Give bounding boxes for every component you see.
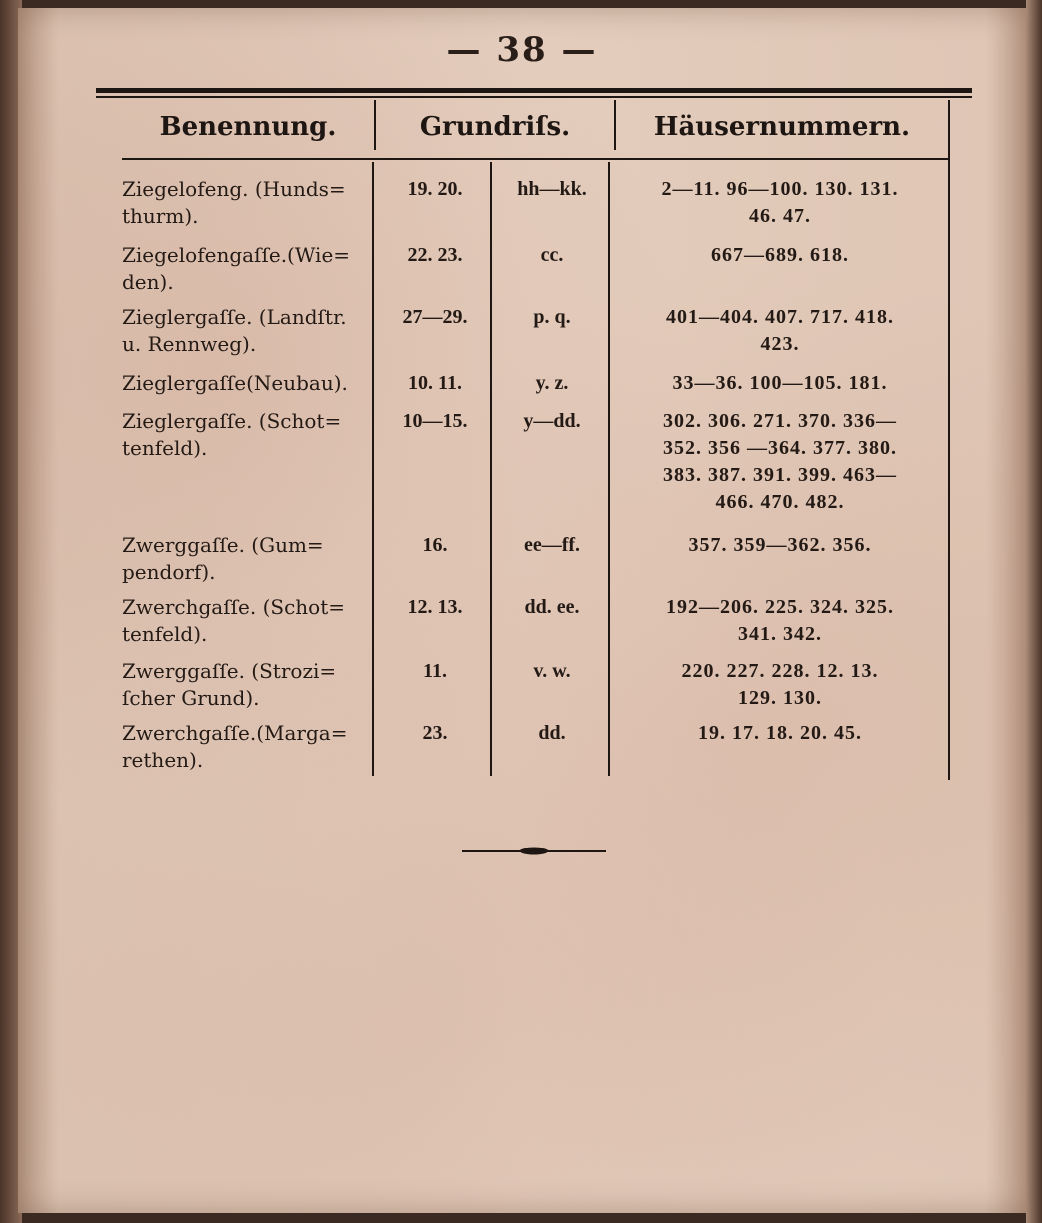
street-name-line: ſcher Grund). <box>122 686 260 710</box>
street-name-line: u. Rennweg). <box>122 332 257 356</box>
plan-sheet: 23. <box>422 722 448 744</box>
page-edge <box>1026 0 1042 1223</box>
street-name-line: Zwerchgaſſe. (Schot= <box>122 595 345 619</box>
street-name <box>122 304 374 358</box>
house-numbers-line: 667—689. 618. <box>711 244 849 266</box>
house-numbers-line: 129. 130. <box>738 687 822 709</box>
street-name-line: den). <box>122 270 174 294</box>
street-name <box>122 370 374 397</box>
street-name-line: Zwerchgaſſe.(Marga= <box>122 721 348 745</box>
house-numbers-line: 46. 47. <box>749 205 811 227</box>
street-name <box>122 658 374 712</box>
table-right-border <box>948 100 950 780</box>
plan-sheet: 16. <box>422 534 448 556</box>
plan-sheet: 10. 11. <box>408 372 462 394</box>
street-name <box>122 532 374 586</box>
street-name-line: Zwerggaſſe. (Gum= <box>122 533 324 557</box>
grid-reference: dd. <box>538 722 566 744</box>
grid-reference: y. z. <box>535 372 569 394</box>
house-numbers-line: 383. 387. 391. 399. 463— <box>663 464 897 486</box>
house-numbers-line: 2—11. 96—100. 130. 131. <box>661 178 899 200</box>
house-numbers <box>612 658 948 712</box>
grid-reference: cc. <box>540 244 564 266</box>
plan-sheet: 11. <box>423 660 447 682</box>
house-numbers <box>612 532 948 559</box>
house-numbers-line: 401—404. 407. 717. 418. <box>666 306 894 328</box>
street-name-line: Ziegelofeng. (Hunds= <box>122 177 346 201</box>
street-name-line: Zieglergaſſe. (Schot= <box>122 409 342 433</box>
book-page <box>18 8 1026 1213</box>
street-name-line: Zieglergaſſe. (Landſtr. <box>122 305 347 329</box>
house-numbers <box>612 304 948 358</box>
header-houses: Häusernummern. <box>653 112 911 142</box>
house-numbers <box>612 242 948 269</box>
header-divider-2 <box>614 100 616 150</box>
grid-reference: ee—ff. <box>523 534 581 556</box>
plan-sheet: 22. 23. <box>407 244 463 266</box>
house-numbers-line: 466. 470. 482. <box>715 491 845 513</box>
house-numbers-line: 341. 342. <box>738 623 822 645</box>
plan-sheet: 10—15. <box>402 410 468 432</box>
house-numbers <box>612 720 948 747</box>
column-divider-3 <box>608 162 610 776</box>
grid-reference: p. q. <box>533 306 571 328</box>
header-rule <box>122 158 948 160</box>
street-name-line: tenfeld). <box>122 622 208 646</box>
street-name-line: pendorf). <box>122 560 216 584</box>
grid-reference: y—dd. <box>523 410 581 432</box>
house-numbers-line: 357. 359—362. 356. <box>688 534 872 556</box>
street-name-line: rethen). <box>122 748 204 772</box>
street-name <box>122 594 374 648</box>
street-name-line: Zieglergaſſe(Neubau). <box>122 371 348 395</box>
street-name-line: thurm). <box>122 204 199 228</box>
street-name-line: Zwerggaſſe. (Strozi= <box>122 659 337 683</box>
page-number: — 38 — <box>446 30 598 70</box>
street-name-line: tenfeld). <box>122 436 208 460</box>
header-plan: Grundriſs. <box>419 112 571 142</box>
house-numbers-line: 220. 227. 228. 12. 13. <box>681 660 879 682</box>
street-name <box>122 408 374 462</box>
street-name-line: Ziegelofengaſſe.(Wie= <box>122 243 351 267</box>
top-rule-thin <box>96 96 972 98</box>
house-numbers-line: 192—206. 225. 324. 325. <box>666 596 894 618</box>
plan-sheet: 19. 20. <box>407 178 463 200</box>
plan-sheet: 12. 13. <box>407 596 463 618</box>
top-rule-thick <box>96 88 972 93</box>
street-name <box>122 720 374 774</box>
house-numbers-line: 352. 356 —364. 377. 380. <box>663 437 897 459</box>
house-numbers-line: 33—36. 100—105. 181. <box>672 372 888 394</box>
street-name <box>122 176 374 230</box>
house-numbers <box>612 370 948 397</box>
house-numbers <box>612 594 948 648</box>
ornament-divider <box>462 844 606 858</box>
house-numbers <box>612 408 948 516</box>
grid-reference: hh—kk. <box>517 178 587 200</box>
house-numbers <box>612 176 948 230</box>
house-numbers-line: 423. <box>760 333 800 355</box>
header-name: Benennung. <box>159 112 337 142</box>
house-numbers-line: 302. 306. 271. 370. 336— <box>663 410 897 432</box>
house-numbers-line: 19. 17. 18. 20. 45. <box>698 722 862 744</box>
street-name <box>122 242 374 296</box>
grid-reference: dd. ee. <box>524 596 580 618</box>
grid-reference: v. w. <box>533 660 571 682</box>
plan-sheet: 27—29. <box>402 306 468 328</box>
header-divider-1 <box>374 100 376 150</box>
